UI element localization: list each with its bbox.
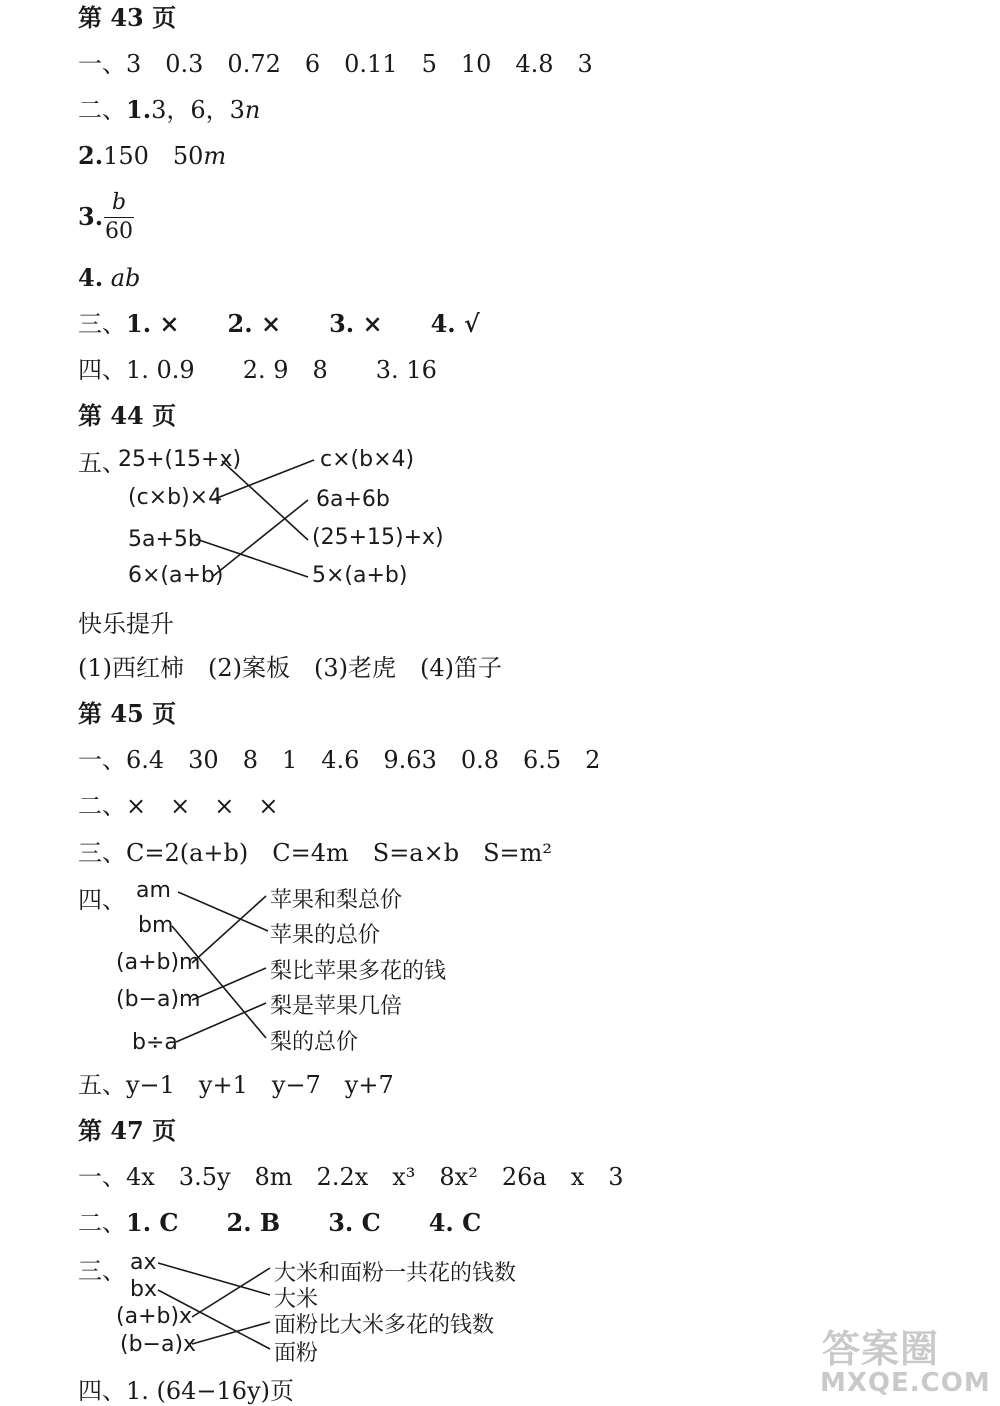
p43-q1-answers: 一、3 0.3 0.72 6 0.11 5 10 4.8 3 [78,50,593,78]
p45-left-5: b÷a [132,1030,178,1055]
p45-right-1: 苹果和梨总价 [270,888,403,913]
watermark-logo-text: 答案圈 [822,1327,940,1371]
bonus-answers: (1)西红柿 (2)案板 (3)老虎 (4)笛子 [78,654,502,682]
page-43-heading: 第 43 页 [78,3,177,32]
p44-left-1: 25+(15+x) [118,447,242,472]
p45-left-4: (b−a)m [116,987,201,1012]
p43-q2-line2: 2.150 50m [78,141,227,170]
p45-right-2: 苹果的总价 [270,923,381,948]
p45-match-line-3 [192,896,266,963]
p45-q5-answers: 五、y−1 y+1 y−7 y+7 [78,1071,394,1099]
p45-q3-formulas: 三、C=2(a+b) C=4m S=a×b S=m² [78,839,553,867]
p44-right-1: c×(b×4) [320,447,415,472]
page-47-heading: 第 47 页 [78,1116,177,1145]
p45-q1-answers: 一、6.4 30 8 1 4.6 9.63 0.8 6.5 2 [78,746,601,774]
p45-right-5: 梨的总价 [270,1030,359,1055]
p45-right-4: 梨是苹果几倍 [270,994,403,1019]
p47-match-line-2 [158,1290,270,1349]
p45-left-1: am [136,878,171,903]
p45-q4-prefix: 四、 [78,886,126,914]
p47-q3-prefix: 三、 [78,1257,126,1285]
p43-q2-line3-number: 3. [78,202,104,231]
p44-match-line-4 [212,500,308,577]
p47-match-line-4 [192,1322,270,1344]
p45-match-line-4 [192,968,266,1000]
p47-right-3: 面粉比大米多花的钱数 [274,1313,495,1338]
p43-q3-answers: 三、1. × 2. × 3. × 4. √ [78,309,480,338]
p44-right-3: (25+15)+x) [312,525,444,550]
page-45-heading: 第 45 页 [78,699,177,728]
p47-q2-answers: 二、1. C 2. B 3. C 4. C [78,1208,482,1237]
p45-match-line-1 [178,892,268,931]
p47-left-2: bx [130,1277,157,1302]
p47-right-1: 大米和面粉一共花的钱数 [274,1261,517,1286]
p47-left-3: (a+b)x [116,1304,193,1329]
p43-q2-line1: 二、1.3，6，3n [78,95,261,124]
p47-left-1: ax [130,1250,157,1275]
p45-q2-answers: 二、× × × × [78,792,279,820]
p44-match-line-1 [222,461,308,540]
p47-q4-answer: 四、1. (64−16y)页 [78,1377,294,1405]
p47-q1-answers: 一、4x 3.5y 8m 2.2x x³ 8x² 26a x 3 [78,1163,624,1191]
p44-left-3: 5a+5b [128,527,202,552]
p43-q4-answers: 四、1. 0.9 2. 9 8 3. 16 [78,356,437,384]
p44-right-2: 6a+6b [316,487,390,512]
p44-q5-prefix: 五、 [78,449,126,477]
p44-left-4: 6×(a+b) [128,563,224,588]
p47-right-2: 大米 [274,1287,319,1312]
fraction-denominator: 60 [105,219,133,244]
page-44-heading: 第 44 页 [78,401,177,430]
p45-left-3: (a+b)m [116,950,201,975]
p45-left-2: bm [138,913,174,938]
p47-right-4: 面粉 [274,1341,319,1366]
p44-right-4: 5×(a+b) [312,563,408,588]
fraction-numerator: b [111,190,127,215]
p45-match-line-2 [172,926,266,1038]
watermark-url: MXQE.COM [820,1368,991,1398]
p47-left-4: (b−a)x [120,1332,197,1357]
bonus-title: 快乐提升 [78,610,174,638]
p44-left-2: (c×b)×4 [128,485,223,510]
p45-right-3: 梨比苹果多花的钱 [270,959,447,984]
p43-q2-line4: 4. ab [78,263,141,292]
